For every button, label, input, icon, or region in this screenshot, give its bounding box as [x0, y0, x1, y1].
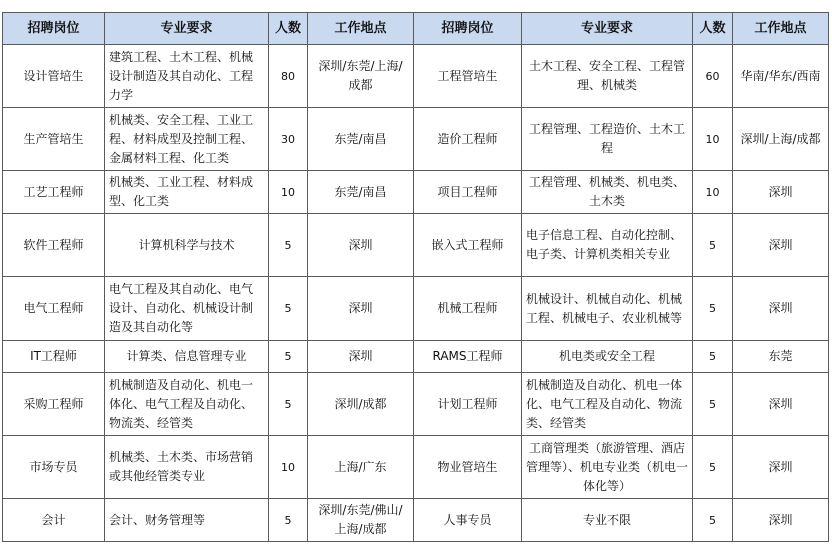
- requirements-cell: 计算类、信息管理专业: [105, 341, 269, 373]
- position-cell: 计划工程师: [414, 373, 522, 436]
- header-requirements-2: 专业要求: [522, 13, 693, 45]
- location-cell: 华南/华东/西南: [733, 45, 829, 108]
- headcount-cell: 5: [269, 341, 308, 373]
- location-cell: 深圳: [308, 341, 414, 373]
- location-cell: 深圳: [733, 171, 829, 214]
- location-cell: 深圳: [308, 214, 414, 277]
- location-cell: 深圳: [733, 214, 829, 277]
- location-cell: 深圳: [733, 373, 829, 436]
- headcount-cell: 5: [693, 214, 733, 277]
- requirements-cell: 专业不限: [522, 499, 693, 542]
- position-cell: 会计: [3, 499, 105, 542]
- position-cell: 生产管培生: [3, 108, 105, 171]
- table-row: [3, 499, 829, 542]
- requirements-cell: 电气工程及其自动化、电气设计、自动化、机械设计制造及其自动化等: [105, 277, 269, 341]
- position-cell: 人事专员: [414, 499, 522, 542]
- table-row: [3, 214, 829, 277]
- header-position-1: 招聘岗位: [3, 13, 105, 45]
- headcount-cell: 30: [269, 108, 308, 171]
- requirements-cell: 建筑工程、土木工程、机械设计制造及其自动化、工程力学: [105, 45, 269, 108]
- header-location-1: 工作地点: [308, 13, 414, 45]
- location-cell: 东莞/南昌: [308, 171, 414, 214]
- requirements-cell: 机械类、安全工程、工业工程、材料成型及控制工程、金属材料工程、化工类: [105, 108, 269, 171]
- table-row: [3, 373, 829, 436]
- requirements-cell: 机械类、土木类、市场营销或其他经管类专业: [105, 436, 269, 499]
- header-headcount-2: 人数: [693, 13, 733, 45]
- position-cell: 嵌入式工程师: [414, 214, 522, 277]
- location-cell: 深圳: [733, 499, 829, 542]
- position-cell: 机械工程师: [414, 277, 522, 341]
- requirements-cell: 机电类或安全工程: [522, 341, 693, 373]
- requirements-cell: 机械制造及自动化、机电一体化、电气工程及自动化、物流类、经管类: [105, 373, 269, 436]
- headcount-cell: 5: [693, 277, 733, 341]
- header-position-2: 招聘岗位: [414, 13, 522, 45]
- position-cell: 物业管培生: [414, 436, 522, 499]
- position-cell: 造价工程师: [414, 108, 522, 171]
- header-location-2: 工作地点: [733, 13, 829, 45]
- position-cell: 电气工程师: [3, 277, 105, 341]
- headcount-cell: 5: [269, 277, 308, 341]
- table-row: [3, 45, 829, 108]
- position-cell: 采购工程师: [3, 373, 105, 436]
- recruitment-table: [2, 12, 829, 542]
- position-cell: 软件工程师: [3, 214, 105, 277]
- headcount-cell: 5: [693, 436, 733, 499]
- header-headcount-1: 人数: [269, 13, 308, 45]
- position-cell: 工程管培生: [414, 45, 522, 108]
- location-cell: 深圳/东莞/佛山/上海/成都: [308, 499, 414, 542]
- position-cell: 设计管培生: [3, 45, 105, 108]
- headcount-cell: 10: [269, 171, 308, 214]
- location-cell: 深圳: [308, 277, 414, 341]
- requirements-cell: 工程管理、工程造价、土木工程: [522, 108, 693, 171]
- headcount-cell: 80: [269, 45, 308, 108]
- headcount-cell: 5: [269, 373, 308, 436]
- position-cell: 项目工程师: [414, 171, 522, 214]
- requirements-cell: 计算机科学与技术: [105, 214, 269, 277]
- table-row: [3, 341, 829, 373]
- header-requirements-1: 专业要求: [105, 13, 269, 45]
- location-cell: 深圳/成都: [308, 373, 414, 436]
- requirements-cell: 会计、财务管理等: [105, 499, 269, 542]
- headcount-cell: 10: [693, 171, 733, 214]
- location-cell: 深圳/东莞/上海/成都: [308, 45, 414, 108]
- headcount-cell: 60: [693, 45, 733, 108]
- position-cell: RAMS工程师: [414, 341, 522, 373]
- headcount-cell: 10: [269, 436, 308, 499]
- requirements-cell: 机械设计、机械自动化、机械工程、机械电子、农业机械等: [522, 277, 693, 341]
- location-cell: 东莞/南昌: [308, 108, 414, 171]
- headcount-cell: 10: [693, 108, 733, 171]
- location-cell: 深圳: [733, 436, 829, 499]
- requirements-cell: 机械制造及自动化、机电一体化、电气工程及自动化、物流类、经管类: [522, 373, 693, 436]
- location-cell: 深圳: [733, 277, 829, 341]
- location-cell: 东莞: [733, 341, 829, 373]
- requirements-cell: 工程管理、机械类、机电类、土木类: [522, 171, 693, 214]
- headcount-cell: 5: [693, 341, 733, 373]
- position-cell: 工艺工程师: [3, 171, 105, 214]
- requirements-cell: 机械类、工业工程、材料成型、化工类: [105, 171, 269, 214]
- table-row: [3, 171, 829, 214]
- table-row: [3, 108, 829, 171]
- table-row: [3, 277, 829, 341]
- location-cell: 上海/广东: [308, 436, 414, 499]
- headcount-cell: 5: [693, 373, 733, 436]
- requirements-cell: 土木工程、安全工程、工程管理、机械类: [522, 45, 693, 108]
- requirements-cell: 工商管理类（旅游管理、酒店管理等）、机电专业类（机电一体化等）: [522, 436, 693, 499]
- headcount-cell: 5: [269, 499, 308, 542]
- headcount-cell: 5: [693, 499, 733, 542]
- requirements-cell: 电子信息工程、自动化控制、电子类、计算机类相关专业: [522, 214, 693, 277]
- table-row: [3, 436, 829, 499]
- position-cell: IT工程师: [3, 341, 105, 373]
- headcount-cell: 5: [269, 214, 308, 277]
- location-cell: 深圳/上海/成都: [733, 108, 829, 171]
- table-header-row: [3, 13, 829, 45]
- position-cell: 市场专员: [3, 436, 105, 499]
